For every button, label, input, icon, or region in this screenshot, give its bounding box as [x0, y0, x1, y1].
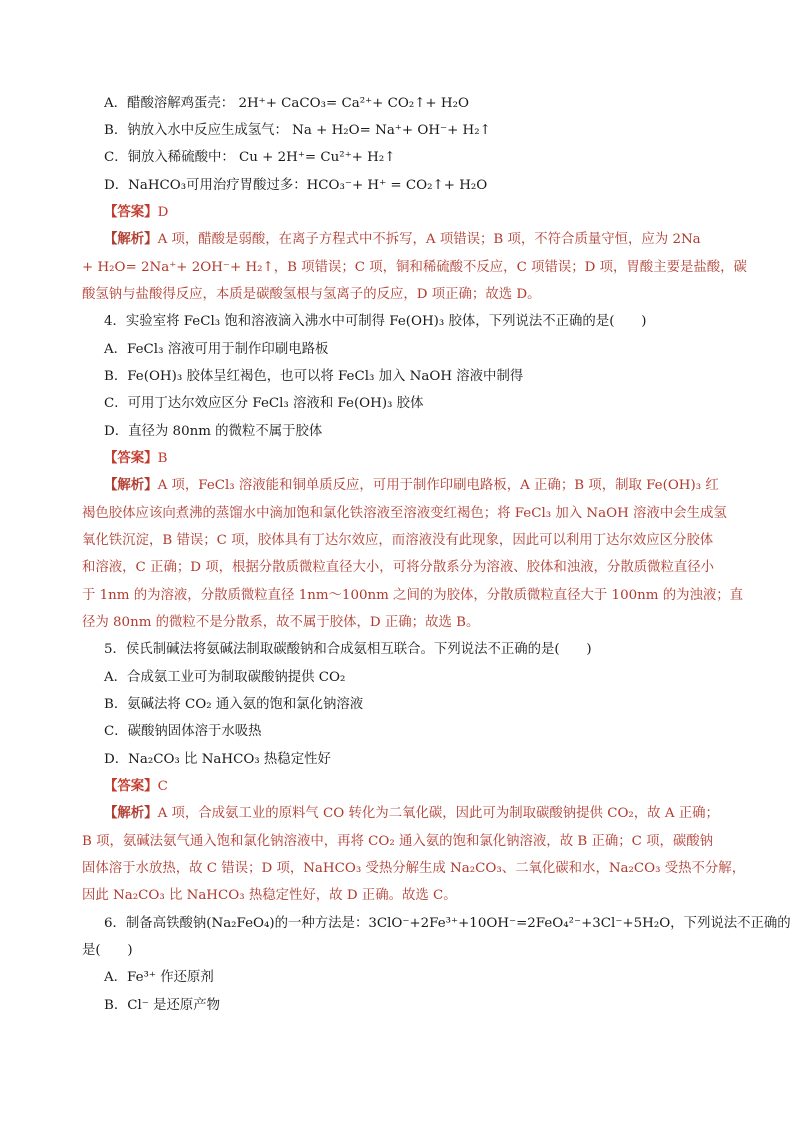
q6-stem: 6．制备高铁酸钠(Na₂FeO₄)的一种方法是：3ClO⁻+2Fe³⁺+10OH⁻=2FeO₄²⁻+3Cl⁻+5H₂O，下列说法不正确的 — [104, 916, 791, 931]
q5-option-a: A．合成氨工业可为制取碳酸钠提供 CO₂ — [104, 670, 346, 685]
q4-explanation-line: 径为 80nm 的微粒不是分散系，故不属于胶体，D 正确；故选 B。 — [82, 615, 480, 630]
q5-option-c: C．碳酸钠固体溶于水吸热 — [104, 724, 262, 739]
q3-explanation-line: 酸氢钠与盐酸得反应，本质是碳酸氢根与氢离子的反应，D 项正确；故选 D。 — [82, 287, 541, 302]
q4-answer — [104, 445, 722, 472]
explanation-tag: 【解析】 — [104, 805, 158, 821]
q6-option-a: A．Fe³⁺ 作还原剂 — [104, 970, 214, 985]
q3-answer — [104, 199, 722, 226]
answer-value: B — [157, 451, 168, 466]
q4-explanation-line: 褐色胶体应该向煮沸的蒸馏水中滴加饱和氯化铁溶液至溶液变红褐色；将 FeCl₃ 加入 NaOH 溶液中会生成氢 — [82, 506, 727, 521]
q3-explanation-line: + H₂O= 2Na⁺+ 2OH⁻+ H₂↑，B 项错误；C 项，铜和稀硫酸不反应，C 项错误；D 项，胃酸主要是盐酸，碳 — [82, 260, 747, 275]
answer-value: C — [157, 779, 168, 794]
explanation-text: A 项，FeCl₃ 溶液能和铜单质反应，可用于制作印刷电路板，A 正确；B 项，制取 Fe(OH)₃ 红 — [157, 478, 719, 493]
q4-stem: 4．实验室将 FeCl₃ 饱和溶液滴入沸水中可制得 Fe(OH)₃ 胶体，下列说法不正确的是( ) — [104, 314, 647, 329]
q6-option-b: B．Cl⁻ 是还原产物 — [104, 998, 221, 1013]
q5-answer — [104, 773, 722, 800]
q3-option-d: D．NaHCO₃可用治疗胃酸过多：HCO₃⁻+ H⁺ = CO₂↑+ H₂O — [104, 178, 488, 193]
q5-explanation-line: 固体溶于水放热，故 C 错误；D 项，NaHCO₃ 受热分解生成 Na₂CO₃、二氧化碳和水，Na₂CO₃ 受热不分解， — [82, 861, 746, 876]
q4-option-c: C．可用丁达尔效应区分 FeCl₃ 溶液和 Fe(OH)₃ 胶体 — [104, 396, 424, 411]
q3-option-a: A．醋酸溶解鸡蛋壳： 2H⁺+ CaCO₃= Ca²⁺+ CO₂↑+ H₂O — [104, 96, 469, 111]
answer-tag: 【答案】 — [104, 778, 158, 794]
q5-option-d: D．Na₂CO₃ 比 NaHCO₃ 热稳定性好 — [104, 752, 331, 767]
explanation-text: A 项，合成氨工业的原料气 CO 转化为二氧化碳，因此可为制取碳酸钠提供 CO₂，故 A 正确； — [157, 806, 719, 821]
q6-stem-continued: 是( ) — [82, 943, 133, 958]
q4-explanation-line: 和溶液，C 正确；D 项，根据分散质微粒直径大小，可将分散系分为溶液、胶体和浊液，分散质微粒直径小 — [82, 560, 715, 575]
q5-explanation-line: 因此 Na₂CO₃ 比 NaHCO₃ 热稳定性好，故 D 正确。故选 C。 — [82, 888, 457, 903]
answer-tag: 【答案】 — [104, 450, 158, 466]
q3-option-b: B．钠放入水中反应生成氢气： Na + H₂O= Na⁺+ OH⁻+ H₂↑ — [104, 123, 491, 138]
q3-option-c: C．铜放入稀硫酸中： Cu + 2H⁺= Cu²⁺+ H₂↑ — [104, 150, 396, 165]
q5-stem: 5．侯氏制碱法将氨碱法制取碳酸钠和合成氨相互联合。下列说法不正确的是( ) — [104, 642, 592, 657]
explanation-tag: 【解析】 — [104, 231, 158, 247]
q4-explanation-line: 于 1nm 的为溶液，分散质微粒直径 1nm～100nm 之间的为胶体，分散质微粒直径大于 100nm 的为浊液；直 — [82, 588, 744, 603]
q4-explanation-line — [104, 472, 722, 499]
q4-explanation-line: 氧化铁沉淀，B 错误；C 项，胶体具有丁达尔效应，而溶液没有此现象，因此可以利用丁达尔效应区分胶体 — [82, 533, 714, 548]
q4-option-d: D．直径为 80nm 的微粒不属于胶体 — [104, 424, 323, 439]
explanation-text: A 项，醋酸是弱酸，在离子方程式中不拆写，A 项错误；B 项，不符合质量守恒，应为 2Na — [157, 232, 701, 247]
q4-option-a: A．FeCl₃ 溶液可用于制作印刷电路板 — [104, 342, 329, 357]
q5-option-b: B．氨碱法将 CO₂ 通入氨的饱和氯化钠溶液 — [104, 697, 364, 712]
q4-option-b: B．Fe(OH)₃ 胶体呈红褐色，也可以将 FeCl₃ 加入 NaOH 溶液中制得 — [104, 369, 524, 384]
q5-explanation-line — [104, 800, 722, 827]
q3-explanation-line — [104, 226, 722, 253]
answer-value: D — [157, 205, 169, 220]
q5-explanation-line: B 项，氨碱法氨气通入饱和氯化钠溶液中，再将 CO₂ 通入氨的饱和氯化钠溶液，故 B 正确；C 项，碳酸钠 — [82, 834, 714, 849]
answer-tag: 【答案】 — [104, 204, 158, 220]
explanation-tag: 【解析】 — [104, 477, 158, 493]
